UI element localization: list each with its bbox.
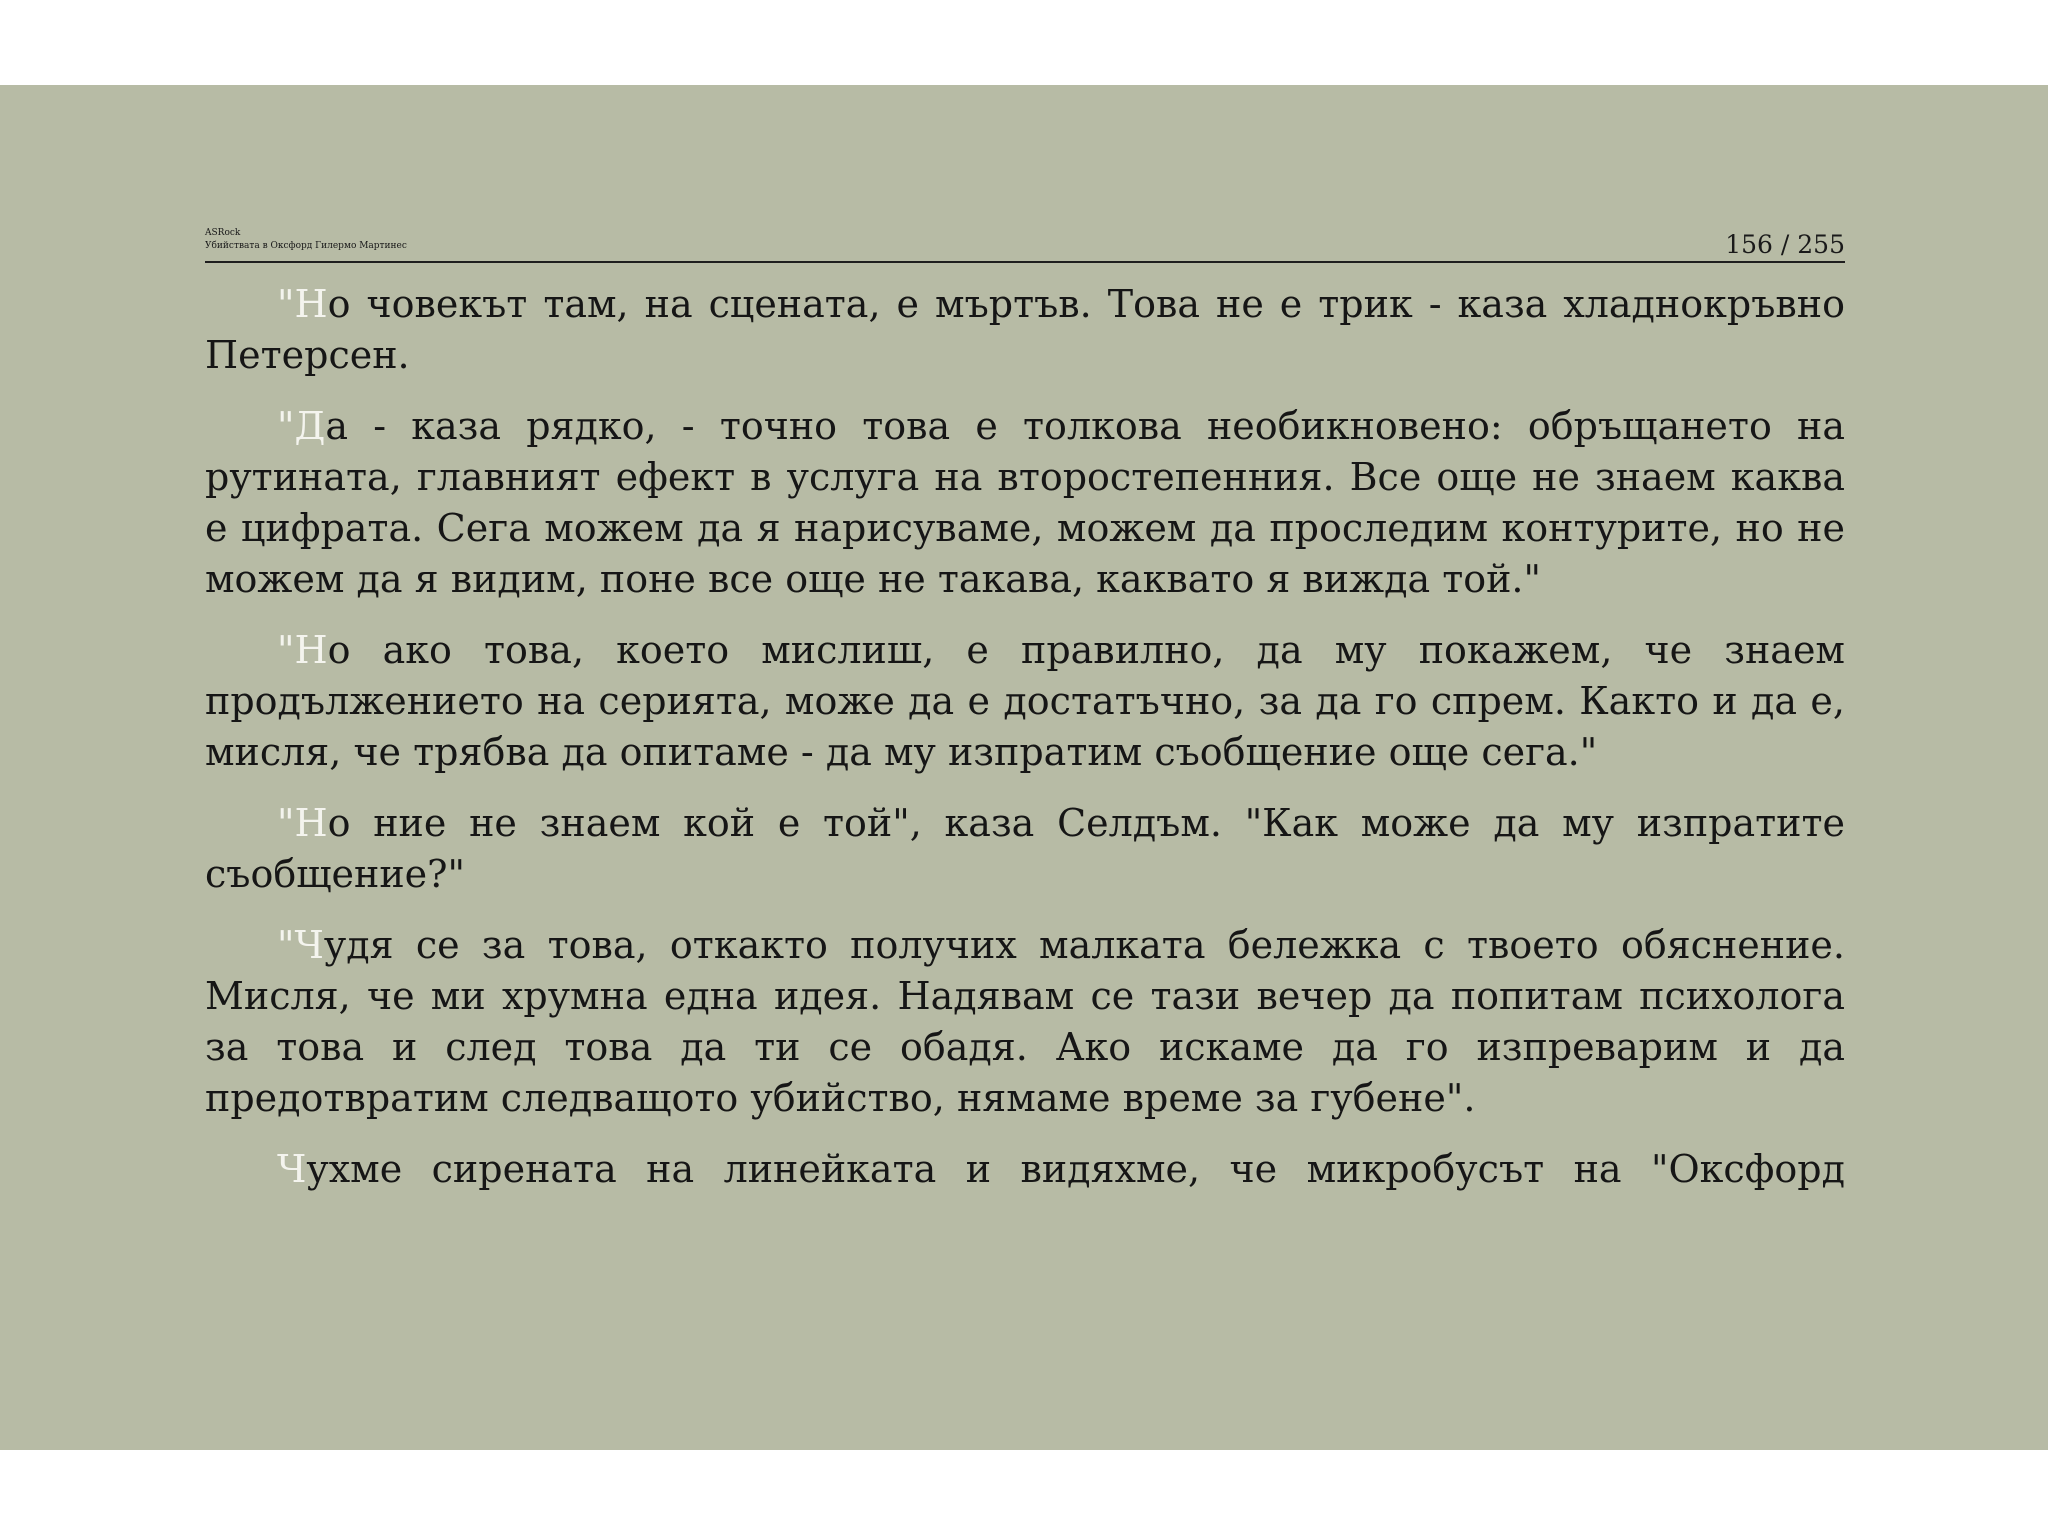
paragraph-text: о човекът там, на сцената, е мъртъв. Това не е трик - каза хладнокръвно Петерсен. [205, 282, 1845, 377]
book-title: Убийствата в Оксфорд Гилермо Мартинес [205, 241, 407, 251]
paragraph-text: о ние не знаем кой е той", каза Селдъм. "Как може да му изпратите съобщение?" [205, 801, 1845, 896]
paragraph-text: а - каза рядко, - точно това е толкова необикновено: обръщането на рутината, главният ефект в услуга на второстепенния. Все още не знаем каква е цифрата. Сега можем да я нарисуваме, можем да проследим контурите, но не можем да я видим, поне все още не такава, каквато я вижда той." [205, 404, 1845, 601]
reader-screen[interactable] [0, 85, 2048, 1450]
paragraph [205, 279, 1845, 381]
paragraph [205, 798, 1845, 900]
paragraph-first-letter: Ч [277, 1147, 307, 1191]
paragraph [205, 920, 1845, 1124]
paragraph-first-letter: "Ч [277, 923, 324, 967]
paragraph [205, 1144, 1845, 1195]
app-label: ASRock [205, 228, 241, 238]
page-indicator: 156 / 255 [1725, 230, 1845, 259]
paragraph [205, 625, 1845, 778]
paragraph-first-letter: "Н [277, 282, 328, 326]
paragraph [205, 401, 1845, 605]
page-text [205, 279, 1845, 1195]
book-page [205, 225, 1845, 1215]
page-header [205, 225, 1845, 263]
paragraph-first-letter: "Н [277, 628, 328, 672]
paragraph-text: о ако това, което мислиш, е правилно, да му покажем, че знаем продължението на серията, може да е достатъчно, за да го спрем. Както и да е, мисля, че трябва да опитаме - да му изпратим съобщение още сега." [205, 628, 1845, 774]
paragraph-text: удя се за това, откакто получих малката бележка с твоето обяснение. Мисля, че ми хрумна една идея. Надявам се тази вечер да попитам психолога за това и след това да ти се обадя. Ако искаме да го изпреварим и да предотвратим следващото убийство, нямаме време за губене". [205, 923, 1845, 1120]
paragraph-first-letter: "Д [277, 404, 326, 448]
paragraph-first-letter: "Н [277, 801, 328, 845]
header-info [205, 227, 407, 253]
paragraph-text: ухме сирената на линейката и видяхме, че микробусът на "Оксфорд [306, 1147, 1845, 1191]
